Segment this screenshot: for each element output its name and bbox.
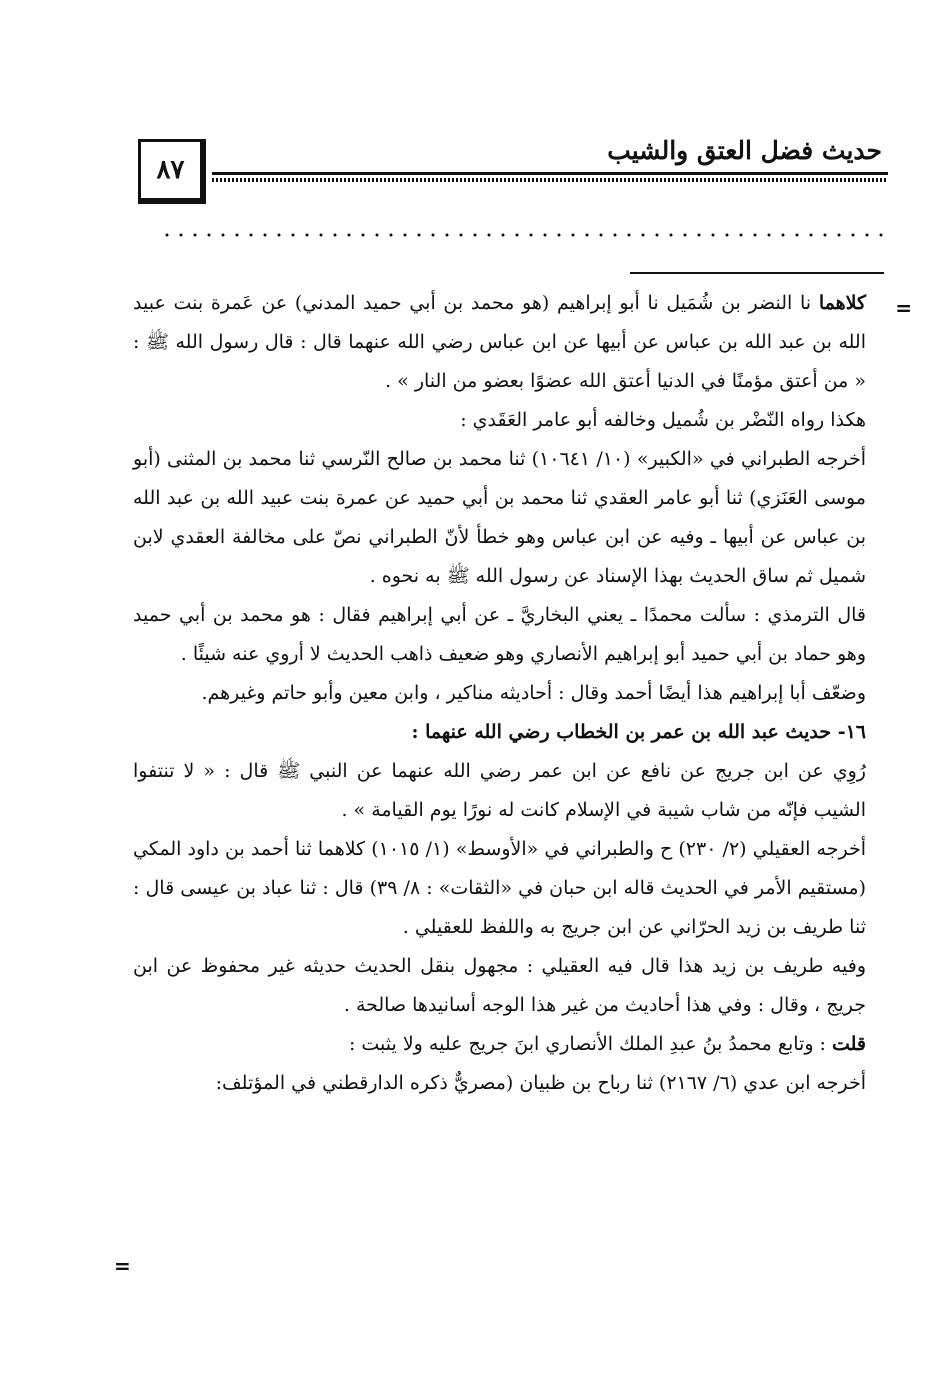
paragraph: قلت : وتابع محمدُ بنُ عبدِ الملك الأنصاري ابنَ جريج عليه ولا يثبت : <box>348 1033 866 1055</box>
dotted-separator <box>160 232 886 238</box>
paragraph: أخرجه ابن عدي (٦/ ٢١٦٧) ثنا رباح بن ظبيان (مصريٌّ ذكره الدارقطني في المؤتلف: <box>215 1072 866 1094</box>
footnote-rule <box>630 272 884 274</box>
continuation-mark-top: = <box>895 296 912 320</box>
paragraph: وضعّف أبا إبراهيم هذا أيضًا أحمد وقال : أحاديثه مناكير ، وابن معين وأبو حاتم وغيرهم. <box>201 682 866 704</box>
continuation-mark-bottom: = <box>114 1254 131 1278</box>
section-heading: ١٦- حديث عبد الله بن عمر بن الخطاب رضي الله عنهما : <box>411 721 866 743</box>
body-text <box>133 284 866 1103</box>
page-number-box <box>138 139 206 204</box>
running-title: حديث فضل العتق والشيب <box>607 136 882 165</box>
paragraph: رُوِي عن ابن جريج عن نافع عن ابن عمر رضي الله عنهما عن النبي ﷺ قال : « لا تنتفوا الشيب فإنّه من شاب شيبة في الإسلام كانت له نورًا يوم القيامة » . <box>133 760 866 821</box>
page-number: ٨٧ <box>156 155 185 185</box>
paragraph: كلاهما نا النضر بن شُمَيل نا أبو إبراهيم (هو محمد بن أبي حميد المدني) عن عَمرة بنت عبيد الله بن عبد الله بن عباس عن أبيها عن ابن عباس رضي الله عنهما قال : قال رسول الله ﷺ : « من أعتق مؤمنًا في الدنيا أعتق الله عضوًا بعضو من النار » . <box>133 292 866 392</box>
header-rule <box>212 172 888 186</box>
paragraph: قال الترمذي : سألت محمدًا ـ يعني البخاريَّ ـ عن أبي إبراهيم فقال : هو محمد بن أبي حميد وهو حماد بن أبي حميد أبو إبراهيم الأنصاري وهو ضعيف ذاهب الحديث لا أروي عنه شيئًا . <box>133 604 866 665</box>
paragraph: هكذا رواه النّضْر بن شُميل وخالفه أبو عامر العَقَدي : <box>460 409 866 431</box>
paragraph: أخرجه الطبراني في «الكبير» (١٠/ ١٠٦٤١) ثنا محمد بن صالح النّرسي ثنا محمد بن المثنى (أبو موسى العَنَزي) ثنا أبو عامر العقدي ثنا محمد بن أبي حميد عن عمرة بنت عبيد الله بن عبد الله بن عباس عن أبيها ـ وفيه عن ابن عباس وهو خطأ لأنّ الطبراني نصّ على مخالفة العقدي لابن شميل ثم ساق الحديث بهذا الإسناد عن رسول الله ﷺ به نحوه . <box>133 448 866 587</box>
paragraph: أخرجه العقيلي (٢/ ٢٣٠) ح والطبراني في «الأوسط» (١/ ١٠١٥) كلاهما ثنا أحمد بن داود المكي (مستقيم الأمر في الحديث قاله ابن حبان في «الثقات» : ٨/ ٣٩) قال : ثنا عباد بن عيسى قال : ثنا طريف بن زيد الحرّاني عن ابن جريج به واللفظ للعقيلي . <box>133 838 867 938</box>
paragraph: وفيه طريف بن زيد هذا قال فيه العقيلي : مجهول بنقل الحديث حديثه غير محفوظ عن ابن جريج ، وقال : وفي هذا أحاديث من غير هذا الوجه أسانيدها صالحة . <box>133 955 866 1016</box>
